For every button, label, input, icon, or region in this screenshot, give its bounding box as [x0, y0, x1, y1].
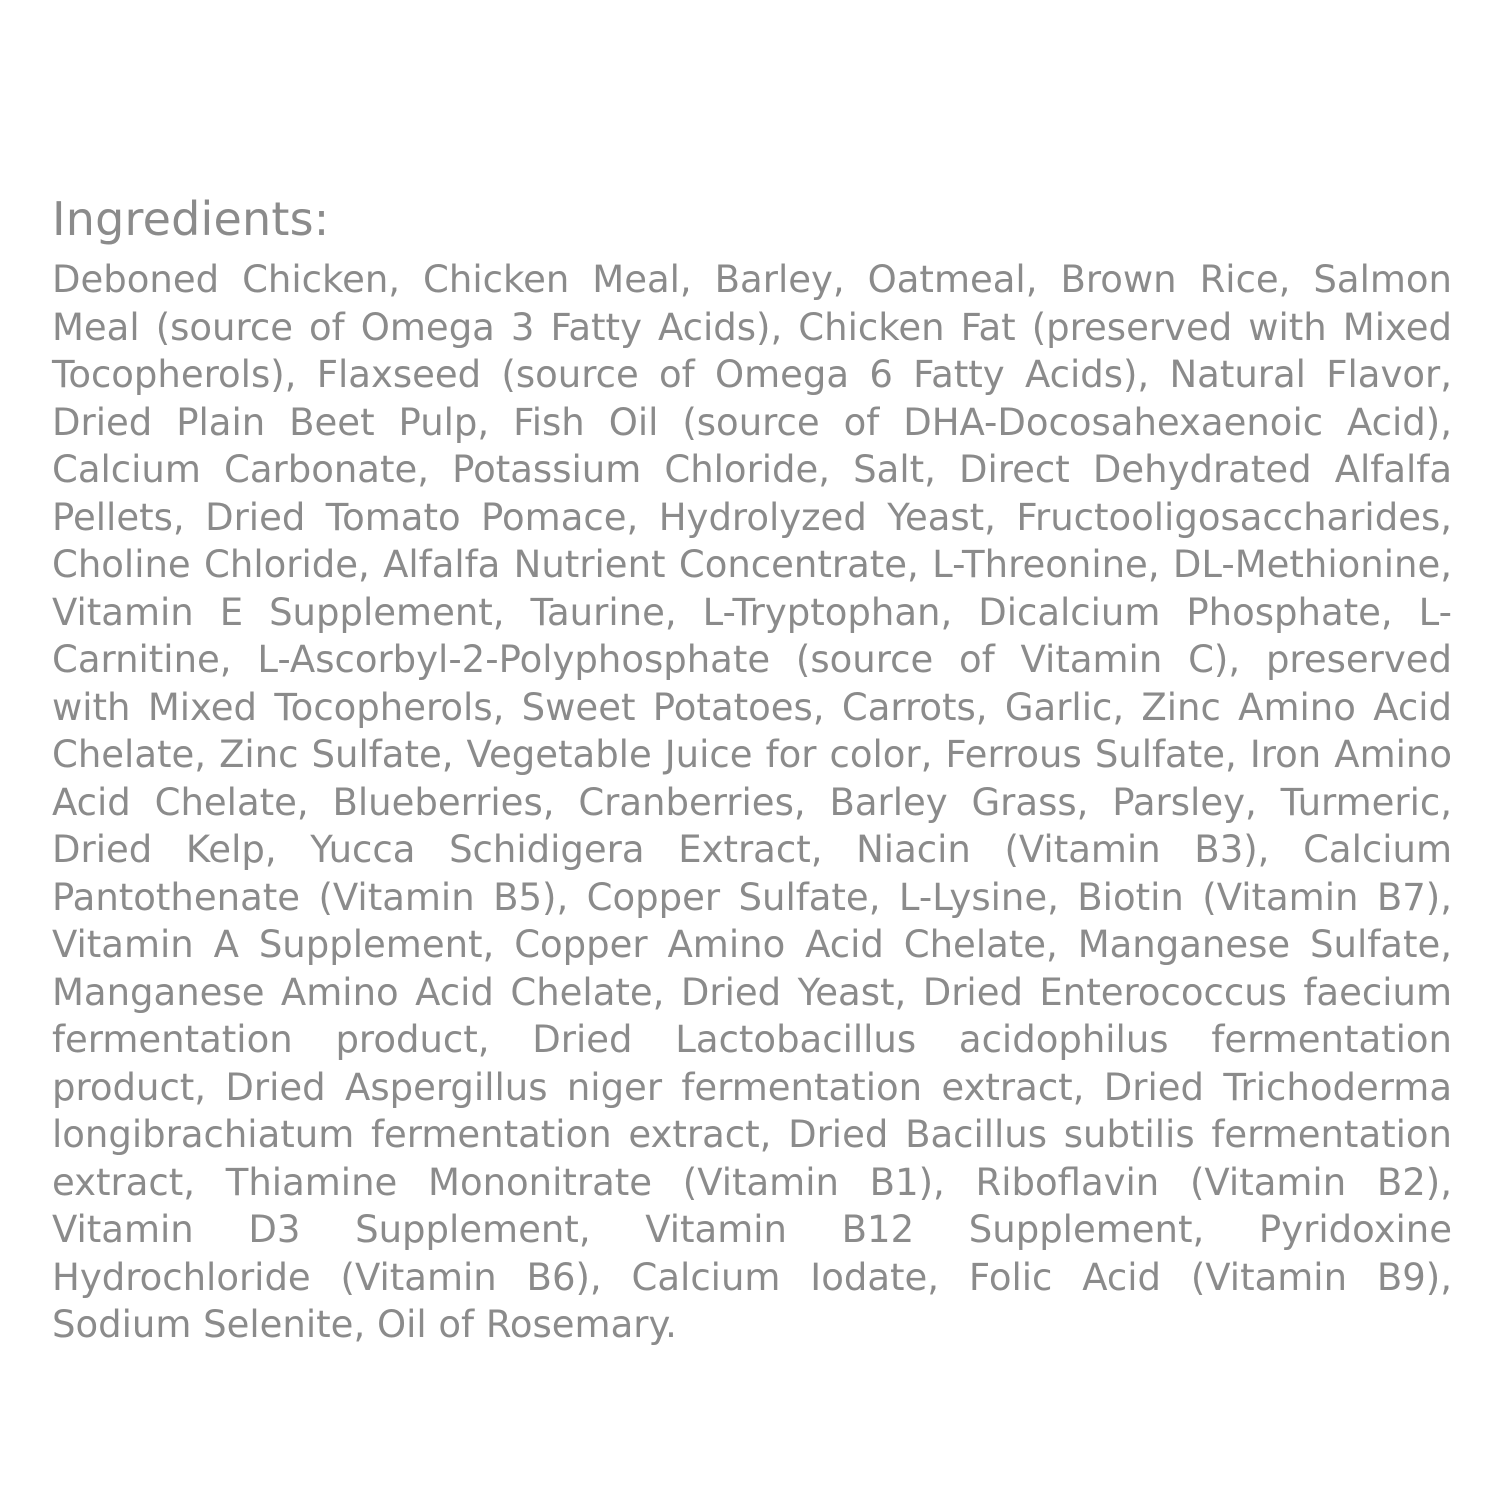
- page-title: Ingredients:: [52, 192, 330, 246]
- ingredients-content: [52, 190, 1452, 1349]
- ingredients-paragraph: Deboned Chicken, Chicken Meal, Barley, Oatmeal, Brown Rice, Salmon Meal (source of Omega 3 Fatty Acids), Chicken Fat (preserved with Mixed Tocopherols), Flaxseed (source of Omega 6 Fatty Acids), Natural Flavor, Dried Plain Beet Pulp, Fish Oil (source of DHA-Docosahexaenoic Acid), Calcium Carbonate, Potassium Chloride, Salt, Direct Dehydrated Alfalfa Pellets, Dried Tomato Pomace, Hydrolyzed Yeast, Fructooligosaccharides, Choline Chloride, Alfalfa Nutrient Concentrate, L-Threonine, DL-Methionine, Vitamin E Supplement, Taurine, L-Tryptophan, Dicalcium Phosphate, L-Carnitine, L-Ascorbyl-2-Polyphosphate (source of Vitamin C), preserved with Mixed Tocopherols, Sweet Potatoes, Carrots, Garlic, Zinc Amino Acid Chelate, Zinc Sulfate, Vegetable Juice for color, Ferrous Sulfate, Iron Amino Acid Chelate, Blueberries, Cranberries, Barley Grass, Parsley, Turmeric, Dried Kelp, Yucca Schidigera Extract, Niacin (Vitamin B3), Calcium Pantothenate (Vitamin B5), Copper Sulfate, L-Lysine, Biotin (Vitamin B7), Vitamin A Supplement, Copper Amino Acid Chelate, Manganese Sulfate, Manganese Amino Acid Chelate, Dried Yeast, Dried Enterococcus faecium fermentation product, Dried Lactobacillus acidophilus fermentation product, Dried Aspergillus niger fermentation extract, Dried Trichoderma longibrachiatum fermentation extract, Dried Bacillus subtilis fermentation extract, Thiamine Mononitrate (Vitamin B1), Riboflavin (Vitamin B2), Vitamin D3 Supplement, Vitamin B12 Supplement, Pyridoxine Hydrochloride (Vitamin B6), Calcium Iodate, Folic Acid (Vitamin B9), Sodium Selenite, Oil of Rosemary.: [52, 258, 1452, 1346]
